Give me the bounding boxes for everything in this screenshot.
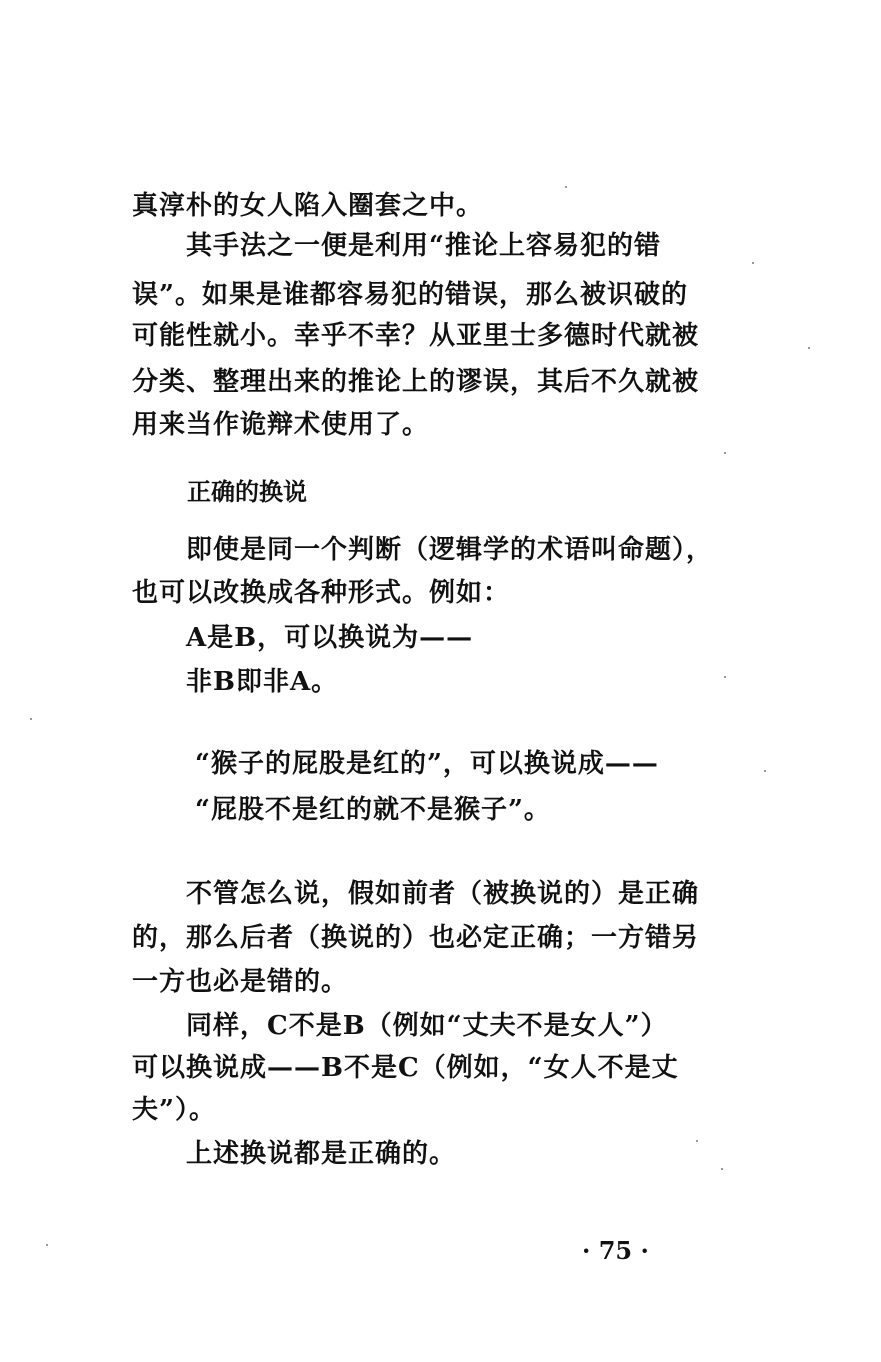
text-line-3: 误”。如果是谁都容易犯的错误，那么被识破的 (132, 280, 688, 310)
scan-speck (808, 347, 810, 349)
text-line-5: 分类、整理出来的推论上的谬误，其后不久就被 (132, 367, 700, 397)
scan-speck (46, 1244, 48, 1246)
text-line-7: 即使是同一个判断（逻辑学的术语叫命题）， (186, 535, 714, 565)
text-line-15: 一方也必是错的。 (132, 967, 349, 997)
text-line-17: 可以换说成——B不是C（例如，“女人不是丈 (132, 1053, 679, 1083)
text-line-6: 用来当作诡辩术使用了。 (132, 410, 430, 440)
text-line-2: 其手法之一便是利用“推论上容易犯的错 (186, 231, 661, 261)
text-line-9: A是B，可以换说为—— (186, 623, 474, 653)
scan-speck (696, 1140, 698, 1142)
text-line-19: 上述换说都是正确的。 (186, 1139, 457, 1169)
text-line-14: 的，那么后者（换说的）也必定正确；一方错另 (132, 923, 700, 953)
scan-speck (565, 186, 567, 188)
section-heading: 正确的换说 (187, 477, 307, 506)
page-number: · 75 · (582, 1236, 649, 1265)
text-line-8: 也可以改换成各种形式。例如： (132, 578, 511, 608)
scan-speck (724, 676, 726, 678)
text-line-16: 同样，C不是B（例如“丈夫不是女人”） (186, 1011, 668, 1041)
scan-speck (724, 452, 726, 454)
scan-speck (721, 1168, 723, 1170)
scan-speck (752, 262, 754, 264)
text-line-11: “猴子的屁股是红的”，可以换说成—— (195, 749, 659, 779)
scan-speck (764, 770, 766, 772)
text-line-18: 夫”）。 (132, 1095, 216, 1125)
text-line-4: 可能性就小。幸乎不幸？从亚里士多德时代就被 (132, 321, 700, 351)
text-line-12: “屁股不是红的就不是猴子”。 (195, 795, 551, 825)
text-line-13: 不管怎么说，假如前者（被换说的）是正确 (186, 879, 700, 909)
text-line-10: 非B即非A。 (186, 667, 339, 697)
scan-speck (30, 718, 32, 720)
text-line-1: 真淳朴的女人陷入圈套之中。 (132, 191, 484, 221)
